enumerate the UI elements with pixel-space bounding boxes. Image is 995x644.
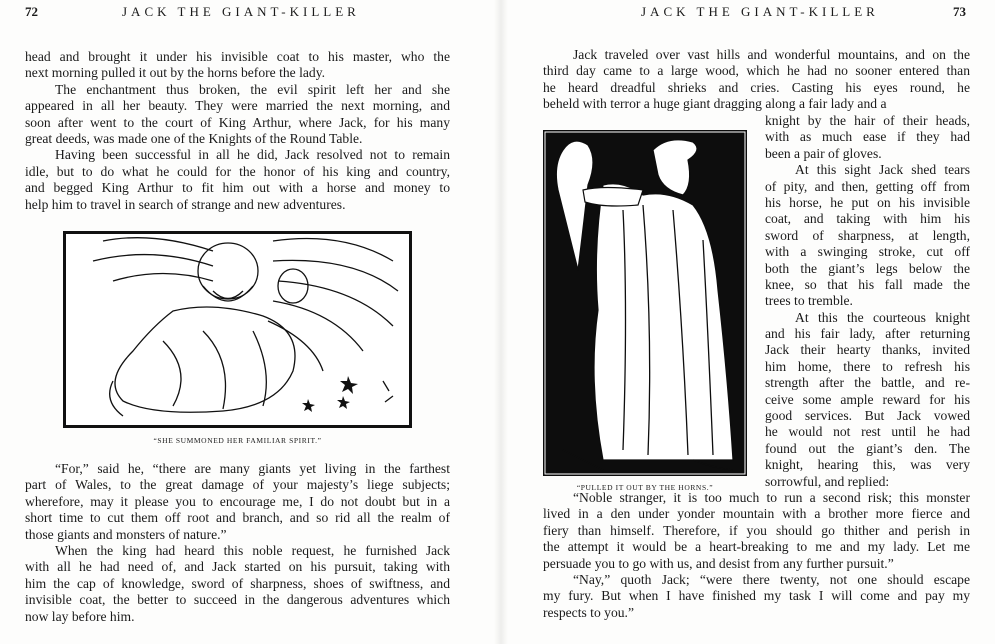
text-line: At this the courteous knight	[795, 309, 970, 325]
text-line: At this sight Jack shed tears	[795, 162, 970, 178]
text-line: “Noble stranger, it is too much to run a second risk; this monster	[573, 490, 970, 505]
text-line: knight by the hair of their heads,	[765, 113, 970, 128]
text-line: When the king had heard this noble request, he furnished Jack	[55, 542, 450, 558]
text-line: with a swinging stroke, cut off	[765, 244, 970, 260]
text-line: “Nay,” quoth Jack; “were there twenty, not one should escape	[573, 571, 970, 587]
page-number-right: 73	[953, 4, 966, 19]
text-line: now lay before him.	[25, 608, 135, 624]
illustration-caption-right: “PULLED IT OUT BY THE HORNS.”	[576, 483, 714, 492]
text-line: Jack their hearty thanks, invited	[765, 342, 970, 358]
text-line: “For,” said he, “there are many giants yet living in the farthest	[55, 461, 450, 476]
right-text-top	[543, 47, 970, 113]
text-line: knight, hearing this, was very	[765, 457, 970, 473]
text-line: my fury. But when I have finished my task I will come and pay my	[543, 588, 970, 604]
text-line: and begged King Arthur to fit him out with a horse and money to	[25, 180, 450, 196]
text-line: third day came to a large wood, which he had no sooner entered than	[543, 63, 970, 79]
illustration-pulled-horns	[543, 130, 747, 476]
text-line: Having been successful in all he did, Jack resolved not to remain	[55, 147, 450, 163]
text-line: beheld with terror a huge giant dragging along a fair lady and a	[543, 96, 887, 112]
book-gutter	[494, 0, 508, 644]
text-line: good services. But Jack vowed	[765, 408, 970, 424]
text-line: the attempt it would be a heart-breaking to me and my lady. Let me	[543, 539, 970, 555]
text-line: been a pair of gloves.	[765, 145, 882, 161]
text-line: coat, and taking with him his	[765, 211, 970, 227]
text-line: and his fair lady, after returning	[765, 326, 970, 342]
illustration-summoned-spirit	[63, 231, 412, 428]
left-text-bottom	[25, 461, 450, 625]
page-number-left: 72	[25, 4, 38, 19]
text-line: ceive some ample reward for his	[765, 391, 970, 407]
text-line: of pity, and then, getting off from	[765, 178, 970, 194]
text-line: next morning pulled it out by the horns before the lady.	[25, 65, 326, 81]
text-line: sorrowful, and replied:	[765, 473, 890, 489]
text-line: invisible coat, the better to succeed in the dangerous adventures which	[25, 592, 450, 608]
text-line: idle, but to do what he could for the honor of his king and country,	[25, 163, 450, 179]
text-line: he would not rest until he had	[765, 424, 970, 440]
text-line: his horse, he put on his invisible	[765, 194, 970, 210]
text-line: short time to cut them off root and branch, and so rid all the realm of	[25, 510, 450, 526]
text-line: both the giant’s legs below the	[765, 260, 970, 276]
text-line: with all he had need of, and Jack started on his pursuit, taking with	[25, 559, 450, 575]
text-line: him the cap of knowledge, sword of sharpness, shoes of swiftness, and	[25, 575, 450, 591]
running-head-right: JACK THE GIANT-KILLER	[641, 4, 879, 19]
running-head-left: JACK THE GIANT-KILLER	[122, 4, 360, 19]
text-line: found out the giant’s den. The	[765, 440, 970, 456]
text-line: head and brought it under his invisible coat to his master, who the	[25, 49, 450, 64]
text-line: part of Wales, to the great damage of your majesty’s liege subjects;	[25, 477, 450, 493]
right-text-bottom	[543, 490, 970, 621]
text-line: wherefore, may it please you to encourage me, I do not doubt but in a	[25, 493, 450, 509]
text-line: appeared in all her beauty. They were married the next morning, and	[25, 98, 450, 114]
text-line: Jack traveled over vast hills and wonderful mountains, and on the	[573, 47, 970, 62]
text-line: respects to you.”	[543, 604, 634, 620]
left-text-top	[25, 49, 450, 213]
text-line: persuade you to go with us, and desist from any further pursuit.”	[543, 555, 894, 571]
illustration-caption-left: “SHE SUMMONED HER FAMILIAR SPIRIT.”	[153, 436, 322, 445]
text-line: help him to travel in search of strange and new adventures.	[25, 196, 346, 212]
text-line: with as much ease if they had	[765, 129, 970, 145]
text-line: soon after went to the court of King Arthur, where Jack, for his many	[25, 114, 450, 130]
text-line: The enchantment thus broken, the evil spirit left her and she	[55, 81, 450, 97]
text-line: knee, so that his fall made the	[765, 276, 970, 292]
text-line: strength after the battle, and re-	[765, 375, 970, 391]
text-line: sword of sharpness, at length,	[765, 227, 970, 243]
text-line: trees to tremble.	[765, 293, 853, 309]
text-line: fiery than himself. Therefore, if you should go thither and perish in	[543, 522, 970, 538]
text-line: him home, there to refresh his	[765, 358, 970, 374]
text-line: lived in a den under yonder mountain with a brother more fierce and	[543, 506, 970, 522]
text-line: those giants and monsters of nature.”	[25, 526, 227, 542]
text-line: great deeds, was made one of the Knights of the Round Table.	[25, 130, 363, 146]
right-text-wrap	[765, 113, 970, 490]
text-line: he heard dreadful shrieks and cries. Casting his eyes round, he	[543, 79, 970, 95]
